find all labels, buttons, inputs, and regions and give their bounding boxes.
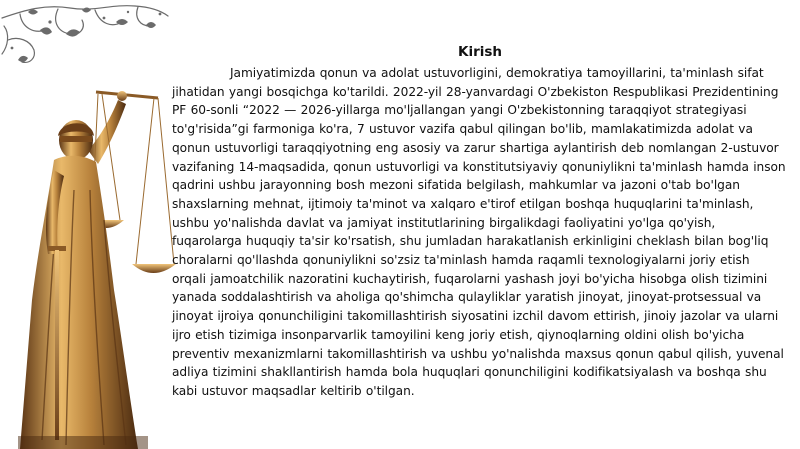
document-title: Kirish	[457, 44, 503, 60]
body-paragraph: Jamiyatimizda qonun va adolat ustuvorligini, demokratiya tamoyillarini, ta'minlash sifat jihatidan yangi bosqichga ko'tarildi. 2022-yil 28-yanvardagi O'zbekiston Respublikasi Prezidentining PF 60-sonli “2022 — 2026-yillarga mo'ljallangan yangi O'zbekistonning taraqqiyot strategiyasi to'g'risida”gi farmoniga ko'ra, 7 ustuvor vazifa qabul qilingan bo'lib, mamlakatimizda adolat va qonun ustuvorligi taraqqiyotning eng asosiy va zarur shartiga aylantirish deb nomlangan 2-ustuvor vazifaning 14-maqsadida, qonun ustuvorligi va konstitutsiyaviy qonuniylikni ta'minlash hamda inson qadrini ushbu jarayonning bosh mezoni sifatida belgilash, mahkumlar va jazoni o'tab bo'lgan shaxslarning mehnat, ijtimoiy ta'minot va xalqaro e'tirof etilgan boshqa huquqlarini ta'minlash, ushbu yo'nalishda davlat va jamiyat institutlarining birgalikdagi faoliyatini yo'lga qo'yish, fuqarolarga huquqiy ta'sir ko'rsatish, shu jumladan harakatlanish erkinligini cheklash bilan bog'liq choralarni qo'llashda qonuniylikni so'zsiz ta'minlash hamda raqamli texnologiyalarni joriy etish orqali jamoatchilik nazoratini kuchaytirish, fuqarolarni yashash joyi bo'yicha hisobga olish tizimini yanada soddalashtirish va aholiga qo'shimcha qulayliklar yaratish jinoyat, jinoyat-protsessual va jinoyat ijroiya qonunchiligini takomillashtirish siyosatini izchil davom ettirish, jinoiy jazolar va ularni ijro etish tizimiga insonparvarlik tamoyilini keng joriy etish, qiynoqlarning oldini olish bo'yicha preventiv mexanizmlarni takomillashtirish va ushbu yo'nalishda maxsus qonun qabul qilish, yuvenal adliya tizimini shakllantirish hamda bola huquqlari qonunchiligini kodifikatsiyalash va boshqa shu kabi ustuvor maqsadlar keltirib o'tilgan.	[172, 66, 786, 398]
themis-justice-statue-icon	[18, 40, 178, 449]
